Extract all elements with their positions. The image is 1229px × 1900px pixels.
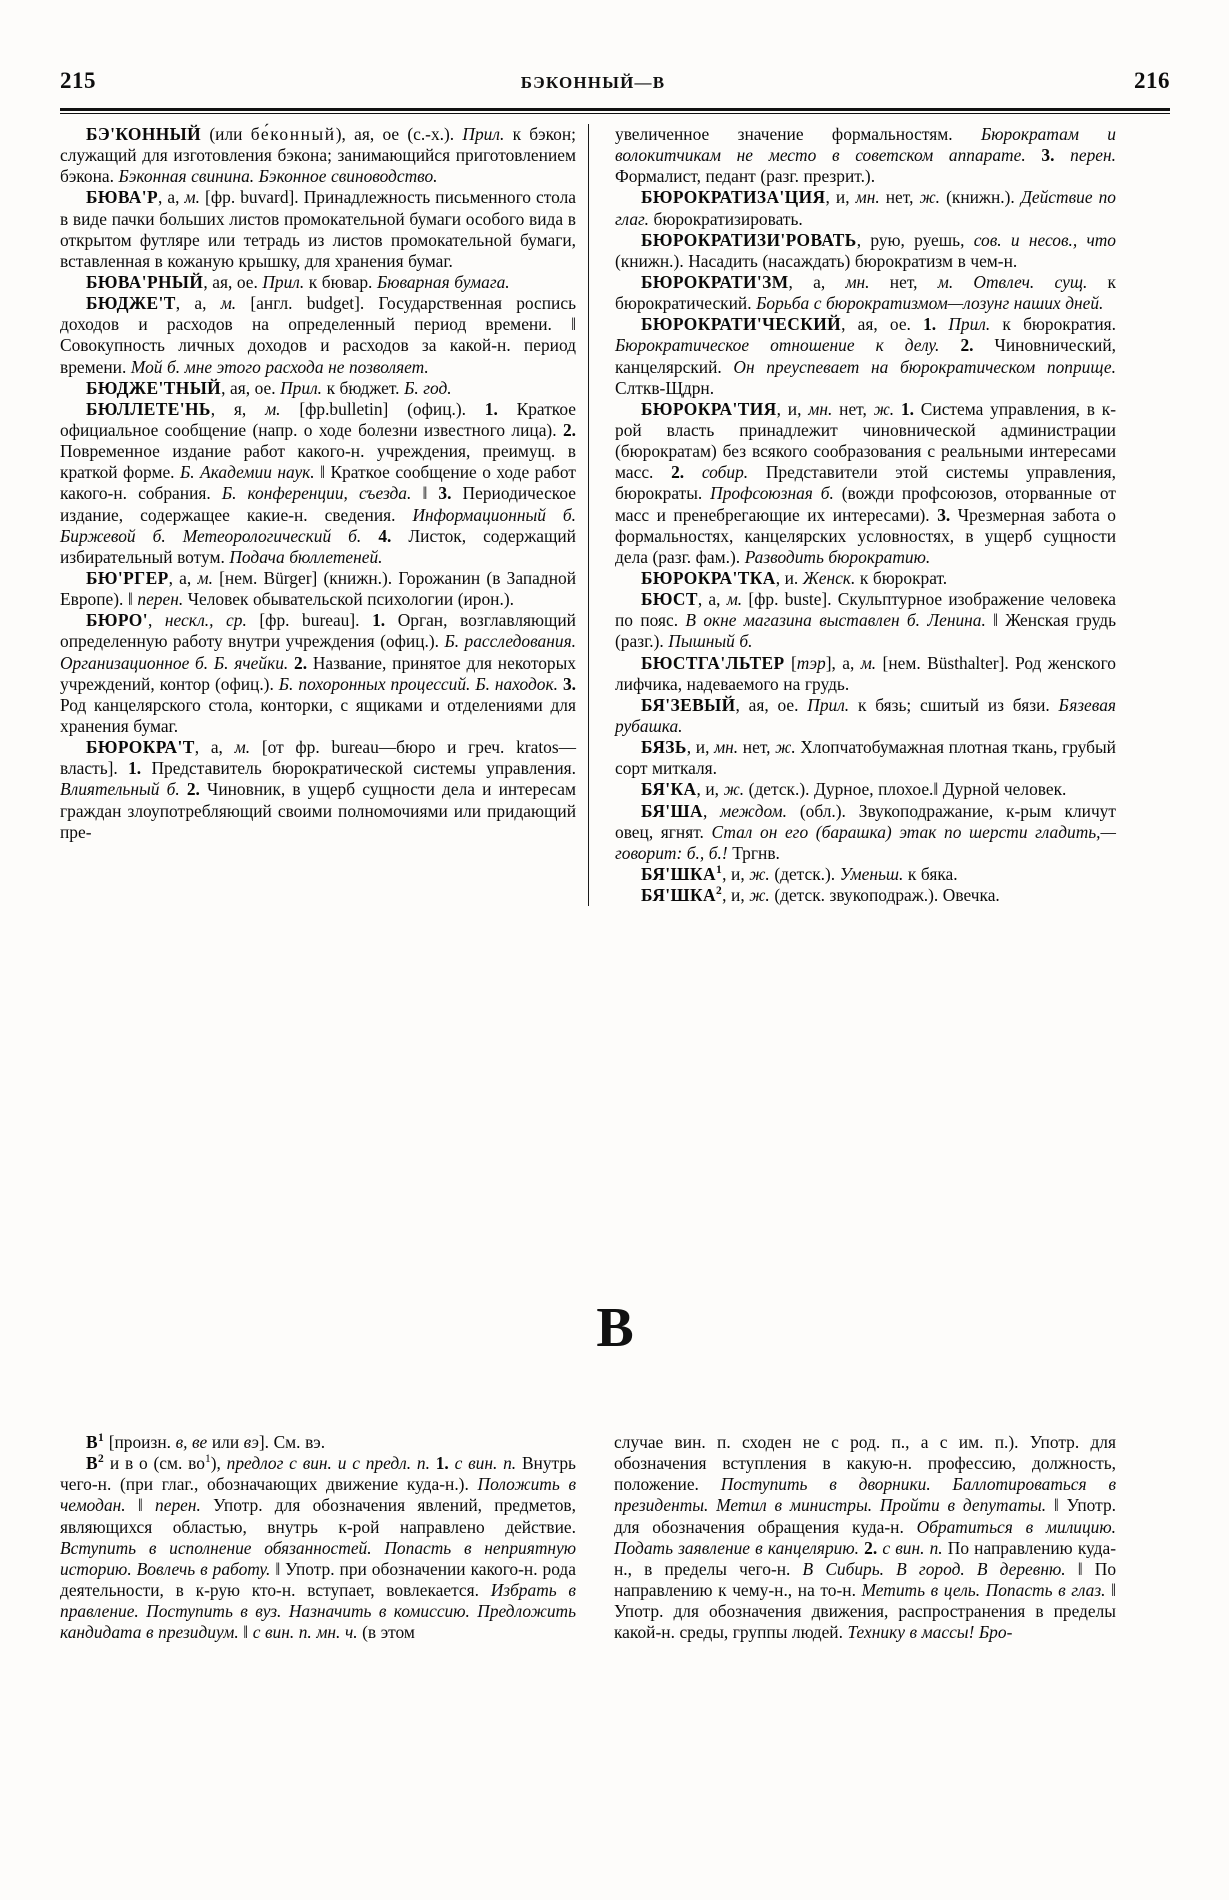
column-right xyxy=(588,124,1116,906)
entry-bulleten: БЮЛЛЕТЕ'НЬ, я, м. [фр.bulletin] (офиц.). 1. Краткое официальное сообщение (напр. о ходе болезни известного лица). 2. Повременное издание работ какого-н. учреждения, преимущ. в краткой форме. Б. Академии наук. ‖ Краткое сообщение о ходе работ какого-н. собрания. Б. конференции, съезда. ‖ 3. Периодическое издание, содержащее какие-н. сведения. Информационный б. Биржевой б. Метеорологический б. 4. Листок, содержащий избирательный вотум. Подача бюллетеней. xyxy=(60,398,577,567)
entry-v-2: $В^2$ и в о (см. $во^1$), предлог с вин. и с предл. п. 1. с вин. п. Внутрь чего-н. (при глаг., обозначающих движение куда-н.). Положить в чемодан. ‖ перен. Употр. для обозначения явлений, предметов, являющихся областью, внутрь к-рой направлено действие. Вступить в исполнение обязанностей. Попасть в неприятную историю. Вовлечь в работу. ‖ Употр. при обозначении какого-н. рода деятельности, в к-рую кто-н. вступает, вовлекается. Избрать в правление. Поступить в вуз. Назначить в комиссию. Предложить кандидата в президиум. ‖ с вин. п. мн. ч. (в этом xyxy=(60,1453,576,1643)
entry-byustgalter: БЮСТГА'ЛЬТЕР [тэр], а, м. [нем. Büsthalter]. Род женского лифчика, надеваемого на грудь. xyxy=(615,652,1116,694)
entry-byaka: БЯ'КА, и, ж. (детск.). Дурное, плохое.‖ Дурной человек. xyxy=(641,779,1067,800)
entry-byurokratizirovat: БЮРОКРАТИЗИ'РОВАТЬ, рую, руешь, сов. и несов., что (книжн.). Насадить (насаждать) бюрократизм в чем-н. xyxy=(615,229,1117,271)
running-head xyxy=(60,68,1170,102)
entry-byust: БЮСТ, а, м. [фр. buste]. Скульптурное изображение человека по пояс. В окне магазина выставлен б. Ленина. ‖ Женская грудь (разг.). Пышный б. xyxy=(615,589,1116,652)
letter-divider-glyph: В xyxy=(596,1297,634,1359)
entry-v-1: $В^1$ [произн. в, ве или вэ]. См. вэ. xyxy=(86,1432,326,1452)
entry-byurokratiya: БЮРОКРА'ТИЯ, и, мн. нет, ж. 1. Система управления, в к-рой власть принадлежит чиновнической администрации (бюрократам) без всякого сообразования с реальными интересами масс. 2. собир. Представители этой системы управления, бюрократы. Профсоюзная б. (вожди профсоюзов, оторванные от масс и пренебрегающие их интересами). 3. Чрезмерная забота о формальностях, канцелярских условностях, в ущерб сущности дела (разг. фам.). Разводить бюрократию. xyxy=(615,398,1116,567)
body-columns xyxy=(60,124,1172,906)
entry-budzhetnyj: БЮДЖЕ'ТНЫЙ, ая, ое. Прил. к бюджет. Б. год. xyxy=(86,377,452,398)
entry-byurokratka: БЮРОКРА'ТКА, и. Женск. к бюрократ. xyxy=(641,567,948,588)
entry-buro: БЮРО', нескл., ср. [фр. bureau]. 1. Орган, возглавляющий определенную работу внутри учреждения (офиц.). Б. расследования. Организационное б. Б. ячейки. 2. Название, принятое для некоторых учреждений, контор (офиц.). Б. похоронных процессий. Б. находок. 3. Род канцелярского стола, конторки, с ящиками и отделениями для хранения бумаг. xyxy=(60,610,576,736)
entry-budzhet: БЮДЖЕ'Т, а, м. [англ. budget]. Государственная роспись доходов и расходов на определенный период времени. ‖ Совокупность личных доходов и расходов за какой-н. период времени. Мой б. мне этого расхода не позволяет. xyxy=(60,293,576,377)
running-head-title: БЭКОННЫЙ—В xyxy=(520,73,666,92)
entry-byaz: БЯЗЬ, и, мн. нет, ж. Хлопчатобумажная плотная ткань, грубый сорт миткаля. xyxy=(615,737,1116,779)
column-bottom-right xyxy=(588,1432,1116,1643)
letter-divider-section xyxy=(60,1297,1170,1359)
entry-byurokrat-cont: увеличенное значение формальностям. Бюрократам и волокитчикам не место в советском аппарате. 3. перен. Формалист, педант (разг. презрит.). xyxy=(615,124,1116,187)
entry-buvar: БЮВА'Р, а, м. [фр. buvard]. Принадлежность письменного стола в виде пачки больших листов промокательной бумаги особого вида в открытом футляре или тетрадь из листов промокательной бумаги, вставленная в кожаную крышку, для хранения бумаг. xyxy=(60,187,577,271)
entry-byasha: БЯ'ША, междом. (обл.). Звукоподражание, к-рым кличут овец, ягнят. Стал он его (барашка) этак по шерсти гладить,—говорит: б., б.! Тргнв. xyxy=(615,800,1116,863)
body-columns-bottom xyxy=(60,1432,1172,1643)
entry-byurokraticheskij: БЮРОКРАТИ'ЧЕСКИЙ, ая, ое. 1. Прил. к бюрократия. Бюрократическое отношение к делу. 2. Чиновнический, канцелярский. Он преуспевает на бюрократическом поприще. Слткв-Щдрн. xyxy=(615,314,1116,398)
entry-byashka-1: БЯ'ШКА$^1$, и, ж. (детск.). Уменьш. к бяка. xyxy=(641,863,958,884)
entry-bekonnyj: БЭ'КОННЫЙ (или бе́конный), ая, ое (с.-х.). Прил. к бэкон; служащий для изготовления бэкона; занимающийся приготовлением бэкона. Бэконная свинина. Бэконное свиноводство. xyxy=(60,124,576,187)
entry-burger: БЮ'РГЕР, а, м. [нем. Bürger] (книжн.). Горожанин (в Западной Европе). ‖ перен. Человек обывательской психологии (ирон.). xyxy=(60,567,576,610)
entry-byurokratizaciya: БЮРОКРАТИЗА'ЦИЯ, и, мн. нет, ж. (книжн.). Действие по глаг. бюрократизировать. xyxy=(615,187,1116,229)
folio-left: 215 xyxy=(60,68,96,93)
entry-buvarnyj: БЮВА'РНЫЙ, ая, ое. Прил. к бювар. Бюварная бумага. xyxy=(86,271,510,292)
column-left xyxy=(60,124,588,906)
entry-v-2-cont: случае вин. п. сходен не с род. п., а с им. п.). Употр. для обозначения вступления в какую-н. профессию, должность, положение. Поступить в дворники. Баллотироваться в президенты. Метил в министры. Пройти в депутаты. ‖ Употр. для обозначения обращения куда-н. Обратиться в милицию. Подать заявление в канцелярию. 2. с вин. п. По направлению куда-н., в пределы чего-н. В Сибирь. В город. В деревню. ‖ По направлению к чему-н., на то-н. Метить в цель. Попасть в глаз. ‖ Употр. для обозначения движения, распространения в пределы какой-н. среды, группы людей. Технику в массы! Бро- xyxy=(614,1432,1117,1643)
entry-byurokrat: БЮРОКРА'Т, а, м. [от фр. bureau—бюро и греч. kratos—власть]. 1. Представитель бюрократической системы управления. Влиятельный б. 2. Чиновник, в ущерб сущности дела и интересам граждан злоупотребляющий своими полномочиями или придающий пре- xyxy=(60,737,576,842)
entry-byazevyj: БЯ'ЗЕВЫЙ, ая, ое. Прил. к бязь; сшитый из бязи. Бязевая рубашка. xyxy=(615,694,1116,736)
column-bottom-left xyxy=(60,1432,588,1643)
entry-byashka-2: БЯ'ШКА$^2$, и, ж. (детск. звукоподраж.). Овечка. xyxy=(641,885,1000,906)
header-rule xyxy=(60,108,1170,114)
entry-byurokratizm: БЮРОКРАТИ'ЗМ, а, мн. нет, м. Отвлеч. сущ. к бюрократический. Борьба с бюрократизмом—лозунг наших дней. xyxy=(615,271,1117,314)
folio-right: 216 xyxy=(1133,68,1170,93)
